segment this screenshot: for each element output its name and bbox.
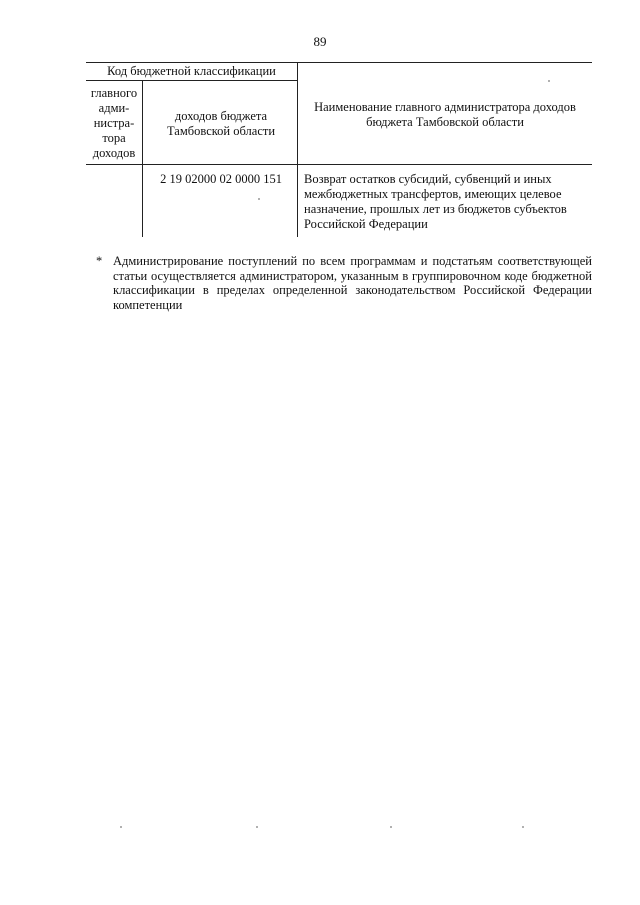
table-cell-name: Возврат остатков субсидий, субвенций и иных межбюджетных трансфертов, имеющих целевое назначение, прошлых лет из бюджетов субъектов Российской Федерации [304, 172, 567, 231]
group-header: Код бюджетной классификации [107, 64, 276, 78]
table-top-border [86, 62, 592, 63]
footnote [96, 254, 592, 312]
scan-speck [258, 198, 260, 200]
scan-speck [256, 826, 258, 828]
header-bottom-rule [86, 164, 592, 165]
budget-classification-table [86, 62, 592, 237]
column-header-admin: главного адми- нистра- тора доходов [90, 86, 138, 160]
code-name-divider [297, 62, 298, 237]
column-header-income: доходов бюджета Тамбовской области [166, 109, 276, 138]
column-header-name: Наименование главного администратора доходов бюджета Тамбовской области [314, 100, 576, 129]
footnote-text: Администрирование поступлений по всем программам и подстатьям соответствующей статьи осуществляется администратором, указанным в группировочном коде бюджетной классификации в пределах определенной законодательством Российской Федерации компетенции [113, 254, 592, 312]
scan-speck [522, 826, 524, 828]
footnote-marker: * [96, 254, 103, 268]
scan-speck [390, 826, 392, 828]
page-number: 89 [313, 34, 327, 49]
table-cell-code: 2 19 02000 02 0000 151 [160, 172, 282, 186]
scan-speck [548, 80, 550, 82]
admin-income-divider [142, 80, 143, 237]
scan-speck [120, 826, 122, 828]
group-header-rule [86, 80, 297, 81]
